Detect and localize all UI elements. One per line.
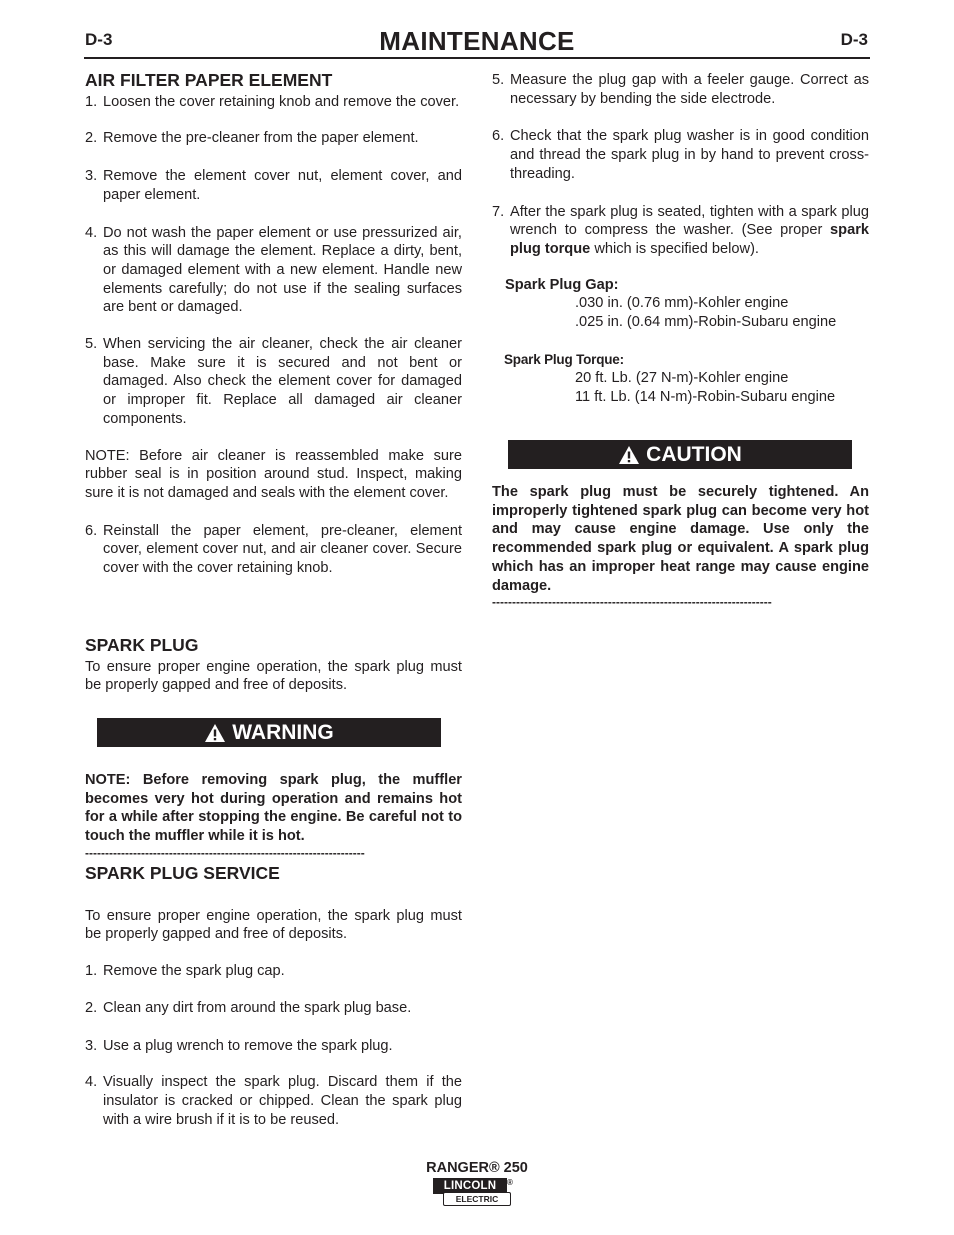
caution-text: The spark plug must be securely tightened. An improperly tightened spark plug can become very hot and may cause engine damage. Use only the recommended spark plug or equivalent. A spark plug which has an improper heat range may cause engine damage. [492, 484, 869, 594]
service-heading: SPARK PLUG SERVICE [85, 863, 280, 883]
warning-banner [97, 718, 441, 747]
header-rule [84, 57, 870, 59]
list-item: 6. Check that the spark plug washer is in good condition and thread the spark plug in by hand to prevent cross-threading. [492, 128, 869, 182]
caution-section [492, 483, 869, 612]
warning-triangle-icon [204, 723, 226, 743]
right-column [492, 71, 869, 259]
page-title: MAINTENANCE [379, 26, 575, 56]
list-item: 2. Clean any dirt from around the spark plug base. [85, 999, 412, 1016]
list-item: 4. Visually inspect the spark plug. Discard them if the insulator is cracked or chipped. Clean the spark plug with a wire brush if it is to be reused. [85, 1074, 462, 1128]
logo-top: LINCOLN [433, 1178, 507, 1194]
air-filter-heading: AIR FILTER PAPER ELEMENT [85, 70, 333, 90]
page-code-left: D-3 [85, 30, 113, 49]
spark-plug-gap-robin: .025 in. (0.64 mm)-Robin-Subaru engine [575, 314, 837, 330]
spark-plug-gap-heading: Spark Plug Gap: [505, 277, 619, 293]
warning-section [85, 771, 462, 863]
list-item: 5. When servicing the air cleaner, check the air cleaner base. Make sure it is secured and not bent or damaged. Also check the element cover for damaged or improper fit. Replace all damaged air cleaner components. [85, 336, 462, 427]
list-item: 6. Reinstall the paper element, pre-cleaner, element cover, element cover nut, and air cleaner cover. Secure cover with the cover retaining knob. [85, 522, 462, 577]
caution-banner [508, 440, 852, 469]
list-item: 3. Remove the element cover nut, element cover, and paper element. [85, 168, 462, 203]
warning-text: NOTE: Before removing spark plug, the muffler becomes very hot during operation and remains hot for a while after stopping the engine. Be careful not to touch the muffler while it is hot. [85, 772, 462, 845]
logo-registered-mark: ® [507, 1178, 513, 1187]
spark-plug-torque-kohler: 20 ft. Lb. (27 N-m)-Kohler engine [575, 370, 789, 386]
caution-divider: ---------------------------------------------------------------------- [492, 595, 772, 610]
list-item: 4. Do not wash the paper element or use pressurized air, as this will damage the element. Replace a dirty, bent, or damaged element with a new element. Handle new elements carefully; do not use if the sealing surfaces are bent or damaged. [85, 224, 462, 316]
spark-plug-torque-robin: 11 ft. Lb. (14 N-m)-Robin-Subaru engine [575, 389, 836, 405]
air-filter-note: NOTE: Before air cleaner is reassembled make sure rubber seal is in position around stud. Inspect, making sure it is not damaged and seals with the element cover. [85, 447, 462, 501]
caution-label: CAUTION [646, 442, 742, 466]
page-code-right: D-3 [840, 30, 868, 49]
service-intro: To ensure proper engine operation, the spark plug must be properly gapped and free of deposits. [85, 907, 462, 943]
list-item: 7. After the spark plug is seated, tighten with a spark plug wrench to compress the washer. (See proper spark plug torque which is specified below). [492, 203, 869, 257]
caution-triangle-icon [618, 445, 640, 465]
service-section [85, 864, 462, 1129]
spark-plug-gap-kohler: .030 in. (0.76 mm)-Kohler engine [575, 295, 789, 311]
spark-plug-heading: SPARK PLUG [85, 635, 199, 655]
list-item: 3. Use a plug wrench to remove the spark plug. [85, 1037, 393, 1054]
spark-plug-section [85, 636, 462, 695]
warning-label: WARNING [232, 720, 334, 744]
spark-plug-torque-heading: Spark Plug Torque: [504, 352, 624, 367]
warning-divider: ---------------------------------------------------------------------- [85, 845, 365, 860]
spark-plug-text: To ensure proper engine operation, the spark plug must be properly gapped and free of deposits. [85, 658, 462, 694]
left-column [85, 71, 462, 578]
lincoln-electric-logo [433, 1178, 517, 1207]
list-item: 1. Loosen the cover retaining knob and remove the cover. [85, 93, 460, 110]
footer-model: RANGER® 250 [426, 1160, 528, 1176]
list-item: 2. Remove the pre-cleaner from the paper element. [85, 130, 419, 147]
list-item: 1. Remove the spark plug cap. [85, 963, 285, 980]
logo-bottom: ELECTRIC [443, 1192, 511, 1206]
list-item: 5. Measure the plug gap with a feeler gauge. Correct as necessary by bending the side electrode. [492, 72, 869, 107]
